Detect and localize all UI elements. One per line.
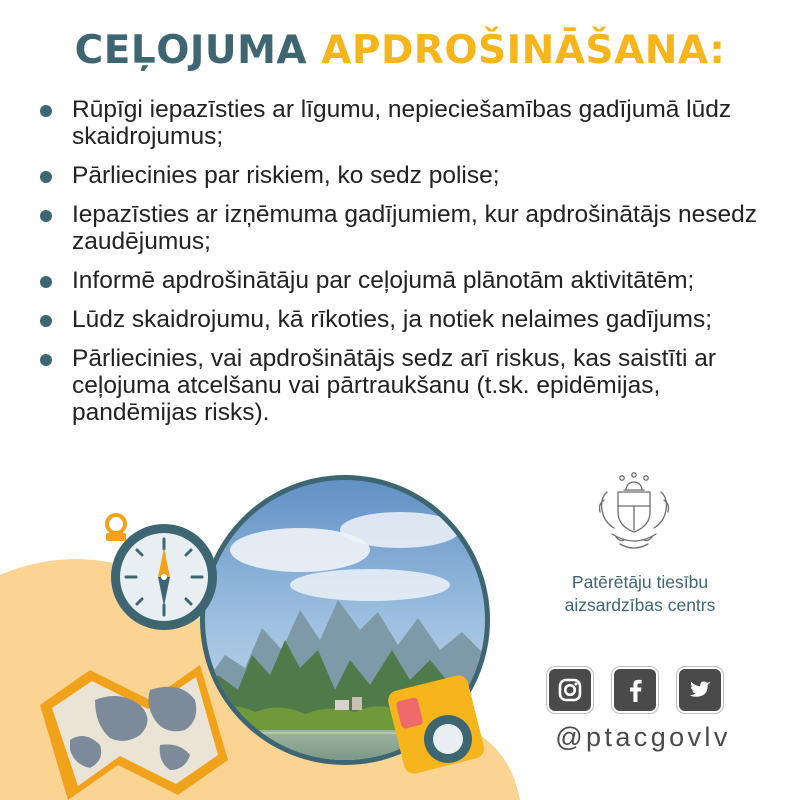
tip-text: Pārliecinies par riskiem, ko sedz polise;: [72, 162, 500, 189]
agency-name-line-1: Patērētāju tiesību: [571, 572, 709, 592]
facebook-icon[interactable]: [614, 669, 656, 711]
agency-name-line-2: aizsardzības centrs: [564, 595, 716, 615]
twitter-icon[interactable]: [679, 669, 721, 711]
tip-text: Rūpīgi iepazīsties ar līgumu, nepieciešamības gadījumā lūdz skaidrojumus;: [72, 96, 732, 150]
title-part-1: CEĻOJUMA: [74, 28, 308, 73]
tip-text: Lūdz skaidrojumu, kā rīkoties, ja notiek nelaimes gadījums;: [72, 306, 713, 333]
tip-text: Pārliecinies, vai apdrošinātājs sedz arī riskus, kas saistīti ar ceļojuma atcelšanu vai pārtraukšanu (t.sk. epidēmijas, pandēmijas risks).: [72, 345, 717, 426]
social-handle[interactable]: @ptacgovlv: [555, 722, 731, 752]
title-part-2: APDROŠINĀŠANA:: [321, 28, 726, 73]
agency-name: [540, 571, 740, 617]
tip-text: Informē apdrošinātāju par ceļojumā plānotām aktivitātēm;: [72, 267, 695, 294]
instagram-icon[interactable]: [549, 669, 591, 711]
coat-of-arms-logo: [590, 470, 678, 558]
tip-text: Iepazīsties ar izņēmuma gadījumiem, kur apdrošinātājs nesedz zaudējumus;: [72, 201, 757, 255]
